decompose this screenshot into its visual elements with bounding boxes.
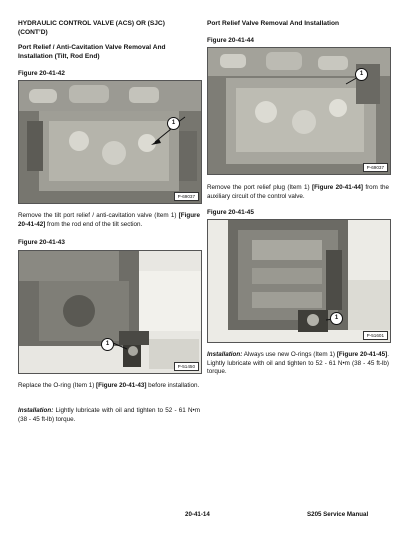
figure-label-20-41-43: Figure 20-41-43 [18, 239, 65, 246]
manual-title: S205 Service Manual [307, 511, 369, 518]
subsection-heading-port-relief: Port Relief Valve Removal And Installation [207, 20, 340, 27]
figure-photo-20-41-44 [207, 47, 391, 175]
subsection-heading-tilt: Port Relief / Anti-Cavitation Valve Removal And Installation (Tilt, Rod End) [18, 44, 166, 60]
figure-reference: [Figure 20-41-43] [96, 382, 147, 389]
paragraph-text-tail: before installation. [146, 382, 200, 389]
figure-reference: [Figure 20-41-44] [311, 184, 363, 191]
valve-photo-illustration [19, 81, 201, 203]
figure-label-20-41-45: Figure 20-41-45 [207, 209, 254, 216]
figure-photo-20-41-42 [18, 80, 202, 204]
valve-photo-illustration [208, 220, 390, 342]
figure-label-20-41-42: Figure 20-41-42 [18, 70, 65, 77]
paragraph-text: Remove the tilt port relief / anti-cavitation valve (Item 1) [18, 212, 179, 219]
figure-photo-code: P-69037 [174, 192, 199, 201]
section-heading [18, 20, 200, 37]
paragraph-text: Replace the O-ring (Item 1) [18, 382, 97, 389]
figure-reference: [Figure 20-41-45] [336, 351, 388, 358]
figure-callout-item-1: 1 [330, 312, 343, 325]
figure-photo-20-41-43 [18, 250, 202, 374]
paragraph-text: Lightly lubricate with oil and tighten to 52 - 61 N•m (38 - 45 ft-lb) torque. [18, 407, 200, 423]
paragraph-text-tail: from the rod end of the tilt section. [45, 220, 143, 228]
valve-photo-illustration [208, 48, 390, 174]
figure-photo-code: P-51601 [363, 331, 388, 340]
valve-photo-illustration [19, 251, 201, 373]
installation-label: Installation: [18, 407, 54, 414]
figure-reference: [Figure 20-41-42] [18, 212, 200, 228]
paragraph-text-tail: from the auxiliary circuit of the control valve. [207, 184, 390, 200]
figure-photo-code: P-69037 [363, 163, 388, 172]
figure-callout-item-1: 1 [101, 338, 114, 351]
paragraph-replace-o-ring [18, 382, 200, 391]
figure-photo-code: P-51450 [174, 362, 199, 371]
figure-photo-20-41-45 [207, 219, 391, 343]
paragraph-remove-port-relief-plug [207, 184, 389, 201]
page-number: 20-41-14 [185, 511, 210, 518]
figure-label-20-41-44: Figure 20-41-44 [207, 37, 254, 44]
paragraph-text: Always use new O-rings (Item 1) [242, 351, 337, 358]
installation-label: Installation: [207, 351, 243, 358]
paragraph-remove-tilt-valve [18, 212, 200, 229]
section-heading-line1: HYDRAULIC CONTROL VALVE (ACS) OR (SJC) [18, 20, 165, 27]
section-heading-line2: (CONT’D) [18, 28, 48, 36]
paragraph-installation-torque [18, 407, 200, 424]
paragraph-text-tail: . Lightly lubricate with oil and tighten to 52 - 61 N•m (38 - 45 ft-lb) torque. [207, 351, 389, 375]
paragraph-text: Remove the port relief plug (Item 1) [207, 184, 312, 191]
figure-callout-item-1: 1 [167, 117, 180, 130]
paragraph-installation-o-rings [207, 351, 389, 377]
figure-callout-item-1: 1 [355, 68, 368, 81]
